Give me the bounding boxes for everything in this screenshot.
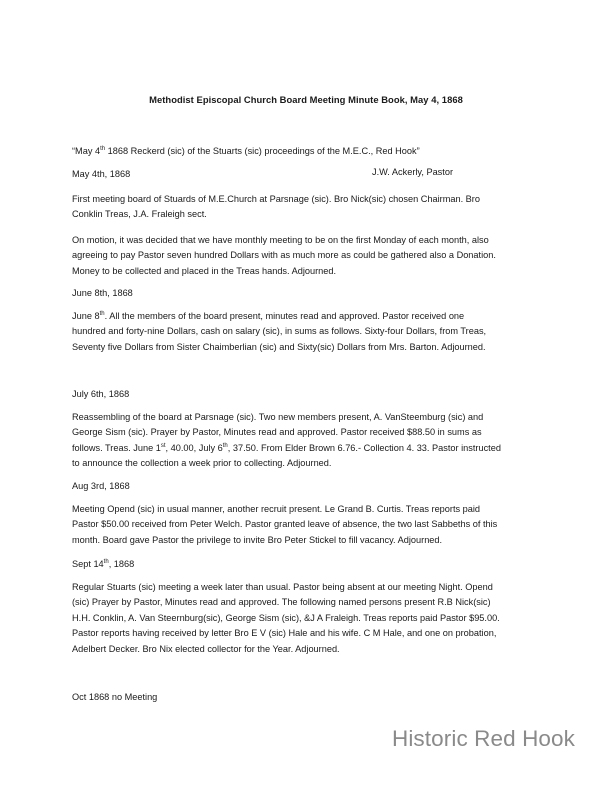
paragraph-line: Meeting Opend (sic) in usual manner, another recruit present. Le Grand B. Curtis. Treas reports paid xyxy=(72,504,481,514)
sept-heading-start: Sept 14 xyxy=(72,559,104,569)
date-line: May 4th, 1868 xyxy=(72,169,131,179)
quote-text-start: “May 4 xyxy=(72,146,101,156)
paragraph-line xyxy=(72,441,542,456)
paragraph-line: Conklin Treas, J.A. Fraleigh sect. xyxy=(72,209,207,220)
sept-heading xyxy=(72,557,134,572)
page-title: Methodist Episcopal Church Board Meeting Minute Book, May 4, 1868 xyxy=(149,94,463,105)
paragraph-line: to announce the collection a week prior to collecting. Adjourned. xyxy=(72,458,332,469)
june-heading: June 8th, 1868 xyxy=(72,288,133,298)
july-heading: July 6th, 1868 xyxy=(72,389,130,399)
paragraph-line: Money to be collected and placed in the Treas hands. Adjourned. xyxy=(72,265,337,276)
paragraph-line: Pastor reports having received by letter Bro E V (sic) Hale and his wife. C M Hale, and one on probation, xyxy=(72,628,497,639)
paragraph-line: Regular Stuarts (sic) meeting a week later than usual. Pastor being absent at our meeting Night. Opend xyxy=(72,582,493,592)
july-superscript-1: st xyxy=(160,442,166,449)
paragraph-first-meeting xyxy=(72,192,542,223)
quote-superscript: th xyxy=(100,146,106,152)
june-superscript: th xyxy=(99,311,105,317)
paragraph-line: (sic) Prayer by Pastor, Minutes read and approved. The following named persons present R.B Nick(sic) xyxy=(72,597,491,608)
paragraph-line: month. Board gave Pastor the privilege to invite Bro Peter Stickel to fill vacancy. Adjourned. xyxy=(72,534,443,545)
quote-line xyxy=(72,144,420,159)
july-text-b: , 40.00, July 6 xyxy=(165,442,223,453)
aug-heading: Aug 3rd, 1868 xyxy=(72,481,130,491)
paragraph-line xyxy=(72,309,542,324)
paragraph-line: Adelbert Decker. Bro Nix elected collector for the Year. Adjourned. xyxy=(72,643,340,654)
paragraph-july xyxy=(72,410,542,472)
july-text-c: , 37.50. From Elder Brown 6.76.- Collection 4. 33. Pastor instructed xyxy=(227,442,501,453)
watermark-logo: Historic Red Hook xyxy=(391,726,575,751)
paragraph-line: agreeing to pay Pastor seven hundred Dollars with as much more as could be gathered also a Donation. xyxy=(72,250,496,261)
paragraph-line: Pastor $50.00 received from Peter Welch. Pastor granted leave of absence, the two last Sabbeths of this xyxy=(72,519,498,530)
paragraph-line: Seventy five Dollars from Sister Chaimberlian (sic) and Sixty(sic) Dollars from Mrs. Barton. Adjourned. xyxy=(72,341,486,352)
quote-text-end: 1868 Reckerd (sic) of the Stuarts (sic) proceedings of the M.E.C., Red Hook” xyxy=(105,146,420,156)
paragraph-june xyxy=(72,309,542,355)
pastor-line: J.W. Ackerly, Pastor xyxy=(372,167,454,177)
june-text-start: June 8 xyxy=(72,311,100,321)
july-superscript-2: th xyxy=(222,442,228,449)
paragraph-line: H.H. Conklin, A. Van Steernburg(sic), George Sism (sic), &J A Fraleigh. Treas reports paid Pastor $95.00. xyxy=(72,612,500,623)
june-text-rest: . All the members of the board present, minutes read and approved. Pastor received one xyxy=(104,311,465,321)
paragraph-motion xyxy=(72,233,542,279)
july-text-a: follows. Treas. June 1 xyxy=(72,442,161,453)
paragraph-line: Reassembling of the board at Parsnage (sic). Two new members present, A. VanSteemburg (sic) and xyxy=(72,412,484,422)
sept-superscript: th xyxy=(103,559,109,565)
sept-heading-end: , 1868 xyxy=(108,559,135,569)
oct-line: Oct 1868 no Meeting xyxy=(72,692,158,702)
paragraph-line: hundred and forty-nine Dollars, cash on salary (sic), in sums as follows. Sixty-four Dollars, from Treas, xyxy=(72,326,487,337)
paragraph-line: On motion, it was decided that we have monthly meeting to be on the first Monday of each month, also xyxy=(72,235,489,245)
paragraph-sept xyxy=(72,580,542,657)
paragraph-line: George Sism (sic). Prayer by Pastor, Minutes read and approved. Pastor received $88.50 in sums as xyxy=(72,427,482,438)
paragraph-aug xyxy=(72,502,542,548)
paragraph-line: First meeting board of Stuards of M.E.Church at Parsnage (sic). Bro Nick(sic) chosen Chairman. Bro xyxy=(72,194,480,204)
